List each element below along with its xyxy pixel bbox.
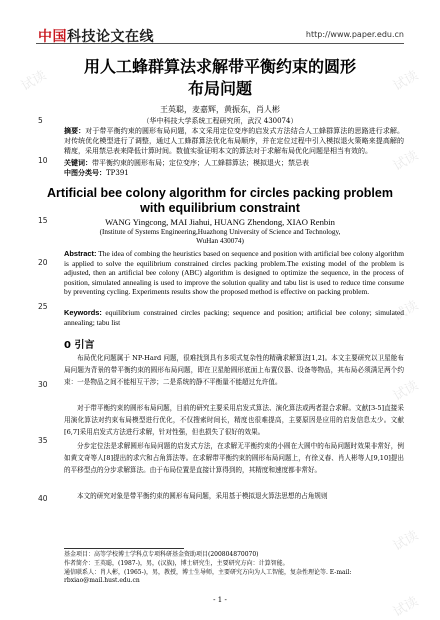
page-header [0, 0, 440, 46]
title-cn-line2: 布局问题 [187, 79, 252, 98]
clc-value: TP391 [106, 169, 129, 177]
watermark: 试读 [18, 68, 50, 95]
clc-label: 中图分类号： [64, 169, 106, 177]
title-en-line2: with equilibrium constraint [140, 201, 300, 215]
keywords-en [64, 308, 404, 327]
line-number: 35 [38, 436, 48, 445]
line-number: 30 [38, 380, 48, 389]
body-paragraph: 分步定位法是求解圆形布局问题的启发式方法，在求解无平衡约束的小圆在大圆中的布局问题时效果非常好，例如黄文奇等人[8]提出的求穴和占角算法等。在求解带平衡约束的圆形布局问题上，有徐义春、肖人彬等人[9,10]提出的平移型点的分步求解算法。由于布局位置是直接计算得到的，其精度和速度都非常好。 [64, 442, 404, 474]
body-paragraph: 对于带平衡约束的圆形布局问题，目前的研究主要采用启发式算法、演化算法或两者混合求解。文献[3-5]直接采用演化算法对约束布局模型进行优化，不仅搜索时间长，精度也很难提高，主要原因是应用的启发信息太少。文献[6,7]采用启发式方法进行求解，针对性强，但也损失了很好的效果。 [64, 404, 404, 436]
title-cn-line1: 用人工蜂群算法求解带平衡约束的圆形 [83, 57, 356, 76]
abstract-cn [64, 126, 404, 156]
authors-cn: 王英聪，麦嘉辉，黄振东，肖人彬 [160, 105, 280, 114]
watermark: 试读 [390, 148, 422, 175]
keywords-en-label: Keywords: [64, 308, 102, 317]
affiliation-en-line2: WuHan 430074) [196, 237, 244, 245]
watermark: 试读 [390, 528, 422, 555]
line-number: 5 [38, 116, 43, 125]
footnote-contact: 通信联系人：肖人彬，(1965-)，男，教授，博士生导师，主要研究方向为人工智能，复杂性理论等. E-mail: rbxiao@mail.hust.edu.cn [64, 569, 352, 585]
line-number: 15 [38, 216, 48, 225]
title-en-line1: Artificial bee colony algorithm for circles packing problem [47, 186, 393, 200]
abstract-en-text: The idea of combing the heuristics based on sequence and position with artificial bee colony algorithm is applied to solve the equilibrium constrained circles packing problem.The existing model of the problem is adjusted, then an artificial bee colony (ABC) algorithm is designed to optimize the sequence, in the process of position, simulated annealing is used to improve the solution quality and tabu list is used to reduce time consume by preventing cycling. Experiments results show the proposed method is effective on packing problem. [64, 249, 404, 297]
keywords-cn-text: 带平衡约束的圆形布局；定位变序；人工蜂群算法；模拟退火；禁忌表 [92, 159, 309, 167]
footnote-divider [64, 548, 184, 549]
clc-number [64, 168, 404, 178]
line-number: 20 [38, 258, 48, 267]
site-url[interactable]: http://www.paper.edu.cn [305, 30, 404, 39]
watermark: 试读 [390, 68, 422, 95]
page-number: - 1 - [213, 596, 227, 604]
keywords-en-text: equilibrium constrained circles packing; sequence and position; artificial bee colony; simulated annealing; tabu list [64, 308, 404, 327]
keywords-cn [64, 158, 404, 168]
watermark: 试读 [390, 378, 422, 405]
abstract-cn-text: 对于带平衡约束的圆形布局问题，本文采用定位变序的启发式方法结合人工蜂群算法的思路进行求解。对传统优化模型进行了调整，通过人工蜂群算法优化布局顺序，并在定位过程中引入模拟退火策略来提高解的精度，采用禁忌表来降低计算时间。数值实验证明本文的算法对于求解布局优化问题是相当有效的。 [64, 127, 405, 155]
line-number: 40 [38, 494, 48, 503]
line-number: 10 [38, 156, 48, 165]
logo-cn-text: 中国 [38, 29, 67, 45]
authors-en: WANG Yingcong, MAI Jiahui, HUANG Zhendong, XIAO Renbin [105, 217, 335, 227]
section-heading-intro: 0 引言 [64, 340, 95, 351]
abstract-cn-label: 摘要： [64, 127, 86, 135]
logo-rest-text: 科技论文在线 [67, 29, 154, 45]
abstract-en-label: Abstract: [64, 249, 97, 258]
header-divider [36, 43, 404, 44]
watermark: 试读 [390, 298, 422, 325]
footnote-author: 作者简介：王英聪，(1987-)，男，(汉族)，博士研究生，主要研究方向：计算智能。 [64, 560, 289, 567]
abstract-en [64, 249, 404, 297]
body-paragraph: 本文的研究对象是带平衡约束的圆形布局问题，采用基于模拟退火算法思想的占角规则 [77, 492, 328, 500]
line-number: 25 [38, 302, 48, 311]
affiliation-en-line1: (Institute of Systems Engineering,Huazhong University of Science and Technology, [99, 228, 341, 236]
keywords-cn-label: 关键词： [64, 159, 92, 167]
body-paragraph: 布局优化问题属于 NP-Hard 问题，很难找到具有多项式复杂性的精确求解算法[1,2]。本文主要研究以卫星舱布局问题为背景的带平衡约束的圆形布局问题，即在卫星舱圆形底面上布置仪器、设备等物品，其布局必须满足两个约束：一是物品之间不能相互干涉；二是系统的静不平衡量不能超过允许值。 [64, 354, 404, 386]
watermark: 试读 [390, 594, 422, 620]
affiliation-cn: （华中科技大学系统工程研究所，武汉 430074） [142, 117, 298, 125]
footnote-funding: 基金项目：高等学校博士学科点专项科研基金资助项目(200804870070) [64, 551, 259, 558]
